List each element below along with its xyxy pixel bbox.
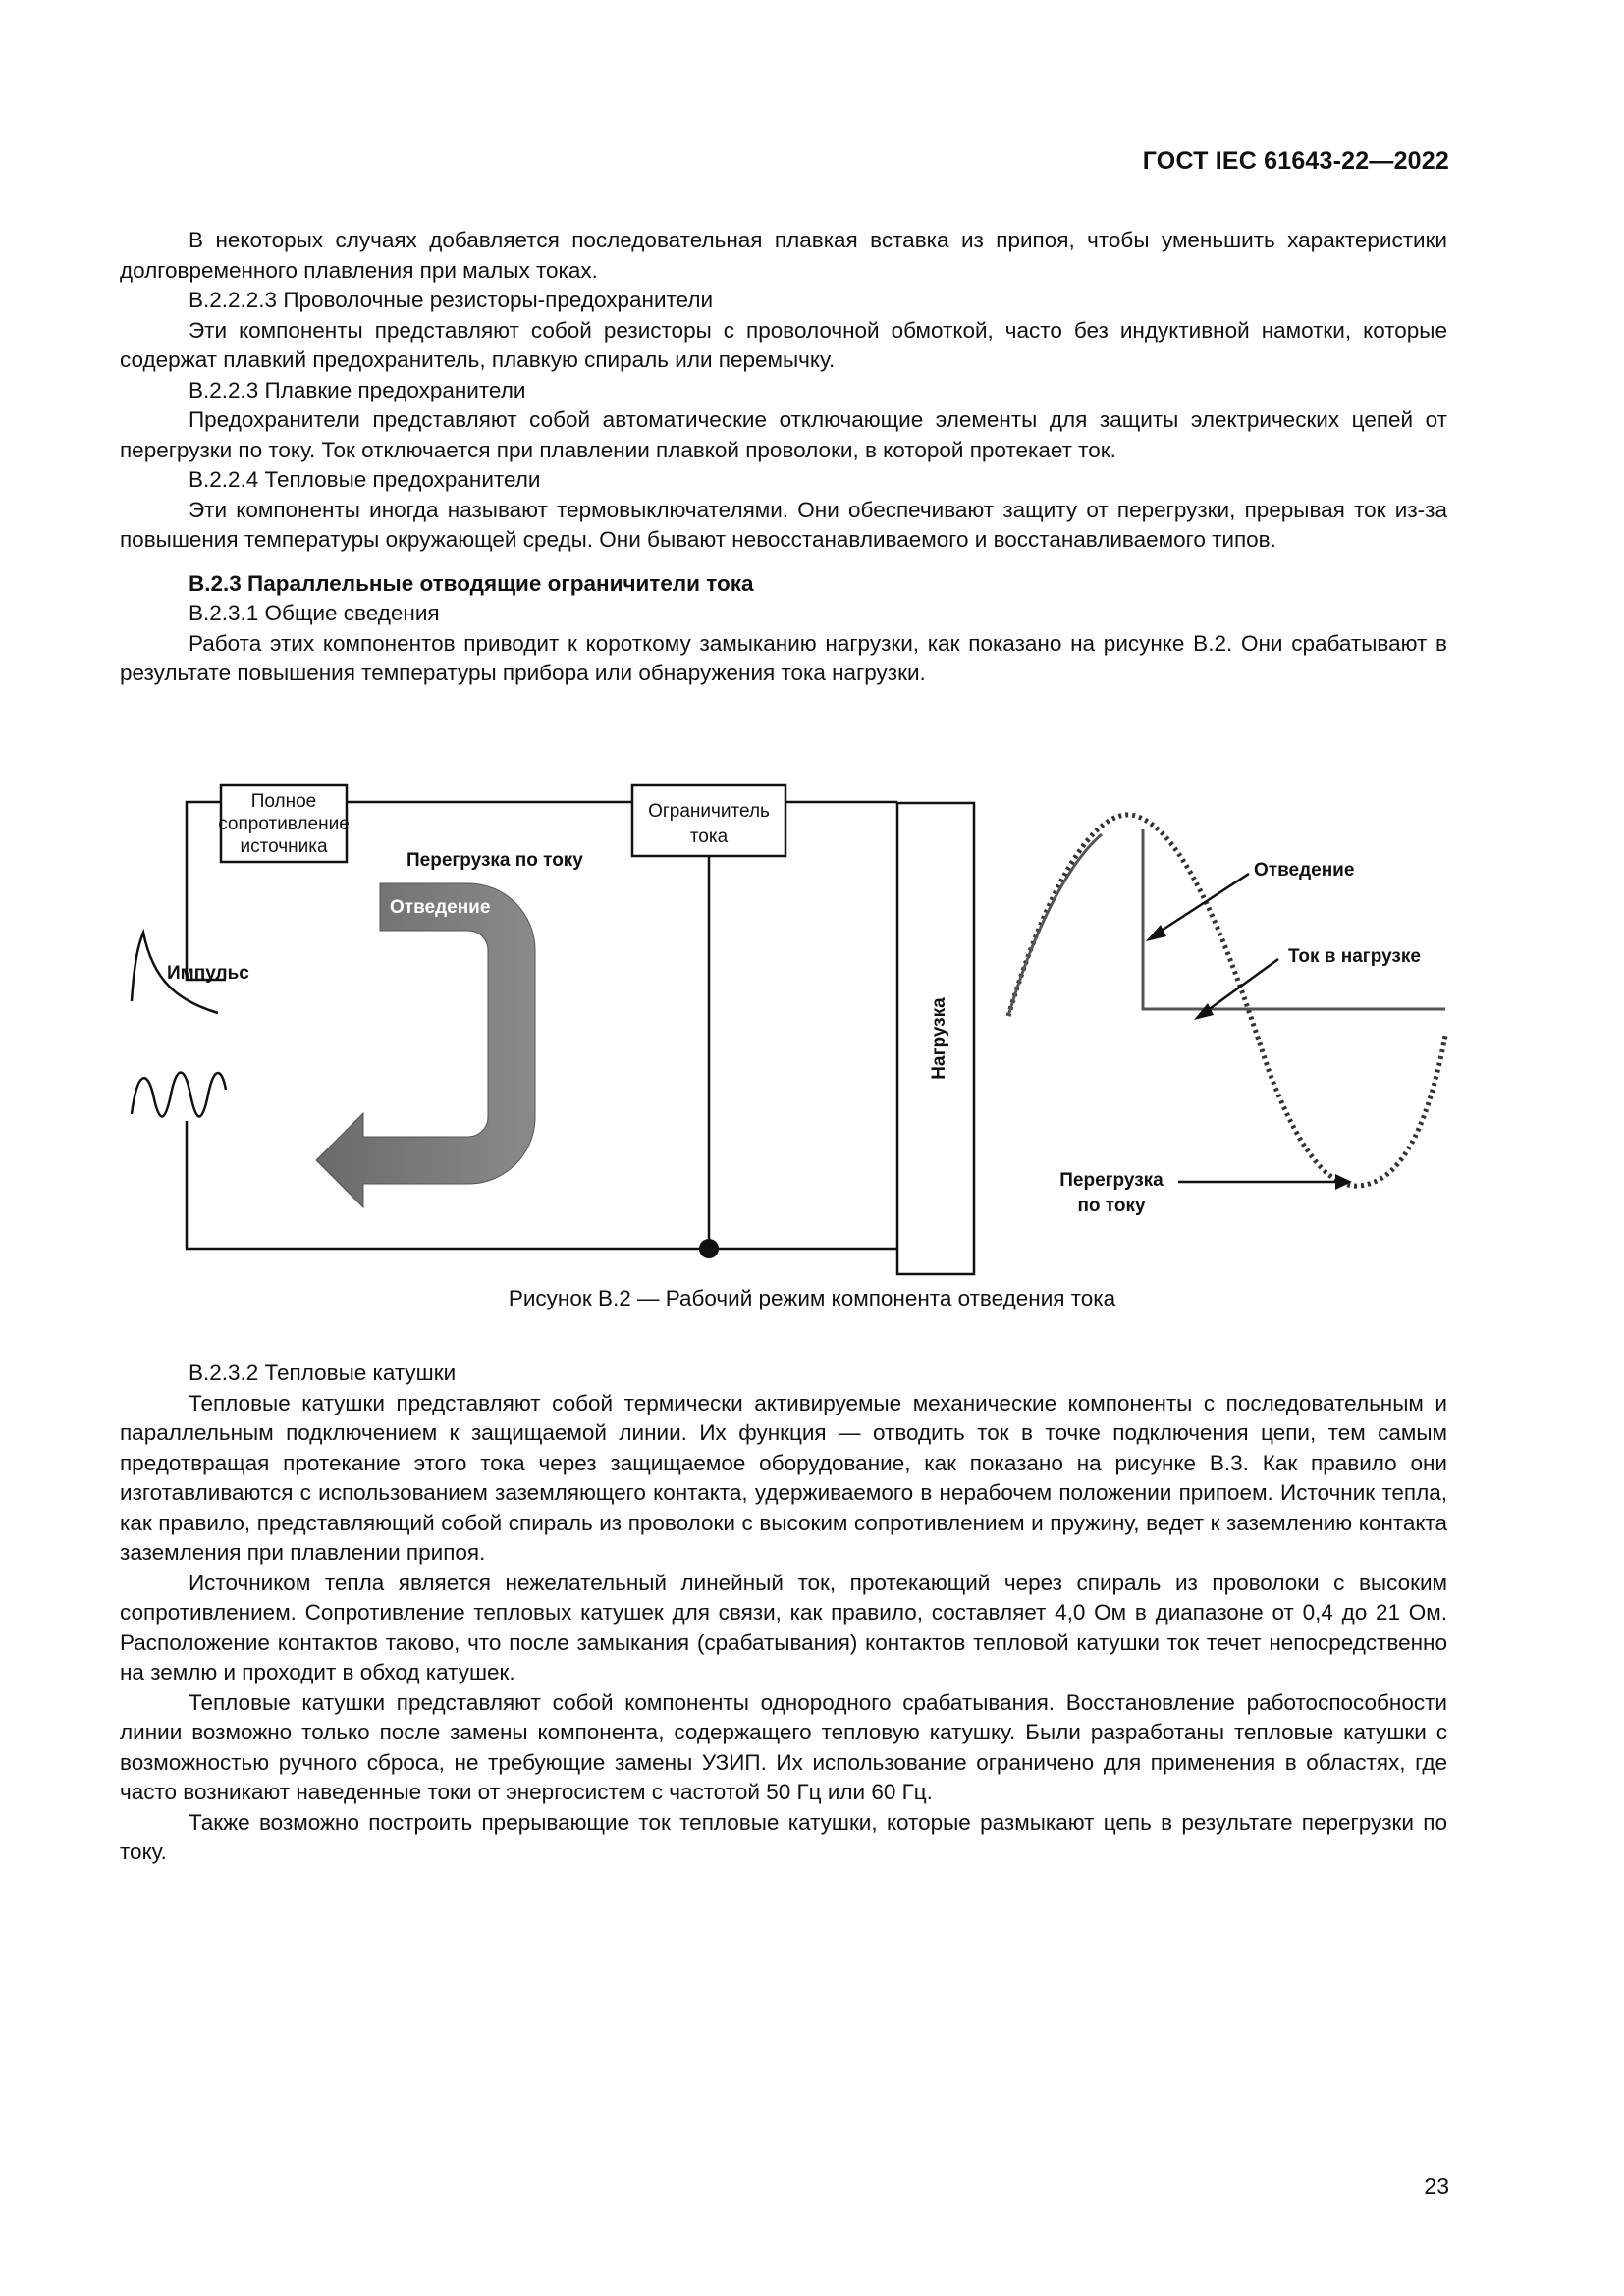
overload-label: по току [1077,1196,1146,1216]
paragraph: Эти компоненты представляют собой резисторы с проволочной обмоткой, часто без индуктивной намотки, которые содержат плавкий предохранитель, плавкую спираль или перемычку. [120,317,1447,372]
paragraph: Тепловые катушки представляют собой компоненты однородного срабатывания. Восстановление работоспособности линии возможно только после замены компонента, содержащего тепловую катушку. Были разработаны тепловые катушки с возможностью ручного сброса, не требующие замены УЗИП. Их использование ограничено для применения в областях, где часто возникают наведенные токи от энергосистем с частотой 50 Гц или 60 Гц. [120,1689,1447,1804]
current-limiter-label: тока [689,827,729,847]
diversion-arrow-label: Отведение [390,897,491,918]
pulse-label: Импульс [167,963,249,984]
diversion-pointer [1151,874,1249,937]
circuit-wire-bottom [187,1121,897,1249]
load-current-pointer [1200,959,1278,1016]
source-impedance-label: Полное [250,791,317,812]
sine-wave-symbol [132,1073,226,1117]
diversion-pointer-head [1146,925,1166,941]
figure-b2 [120,756,1455,1276]
section-heading: В.2.3.1 Общие сведения [189,601,440,625]
source-impedance-label: источника [240,836,328,857]
figure-caption: Рисунок В.2 — Рабочий режим компонента отведения тока [508,1286,1116,1310]
figure-diagram [120,756,1455,1276]
section-heading: В.2.2.2.3 Проволочные резисторы-предохранители [189,288,714,312]
diversion-arrow [316,883,535,1207]
overcurrent-label: Перегрузка по току [406,850,583,871]
paragraph: В некоторых случаях добавляется последовательная плавкая вставка из припоя, чтобы уменьшить характеристики долговременного плавления при малых токах. [120,228,1447,283]
paragraph: Источником тепла является нежелательный линейный ток, протекающий через спираль из проволоки с высоким сопротивлением. Сопротивление тепловых катушек для связи, как правило, составляет 4,0 Ом в диапазоне от 0,4 до 21 Ом. Расположение контактов таково, что после замыкания (срабатывания) контактов тепловой катушки ток течет непосредственно на землю и проходит в обход катушек. [120,1570,1447,1684]
paragraph: Предохранители представляют собой автоматические отключающие элементы для защиты электрических цепей от перегрузки по току. Ток отключается при плавлении плавкой проволоки, в которой протекает ток. [120,407,1447,462]
source-impedance-label: сопротивление [218,814,350,834]
paragraph: Работа этих компонентов приводит к короткому замыканию нагрузки, как показано на рисунке В.2. Они срабатывают в результате повышения температуры прибора или обнаружения тока нагрузки. [120,630,1447,685]
text-block-upper [120,226,1447,689]
current-limiter-label: Ограничитель [648,801,770,822]
section-heading-bold: В.2.3 Параллельные отводящие ограничители тока [189,570,754,596]
waveform-solid-current [1008,834,1102,1016]
section-heading: В.2.2.3 Плавкие предохранители [189,377,526,402]
waveform-dotted-sine [1008,815,1445,1186]
paragraph: Также возможно построить прерывающие ток тепловые катушки, которые размыкают цепь в результате перегрузки по току. [120,1809,1447,1864]
page-number: 23 [1424,2173,1449,2199]
paragraph: Эти компоненты иногда называют термовыключателями. Они обеспечивают защиту от перегрузки, прерывая ток из-за повышения температуры окружающей среды. Они бывают невосстанавливаемого и восстанавливаемого типов. [120,497,1447,552]
document-id-header: ГОСТ IEC 61643-22—2022 [1142,147,1449,175]
diversion-label: Отведение [1254,860,1355,881]
load-current-pointer-head [1194,1003,1214,1020]
section-heading: В.2.2.4 Тепловые предохранители [189,467,541,492]
paragraph: Тепловые катушки представляют собой термически активируемые механические компоненты с последовательным и параллельным подключением к защищаемой линии. Их функция — отводить ток в точке подключения цепи, тем самым предотвращая протекание этого тока через защищаемое оборудование, как показано на рисунке В.3. Как правило они изготавливаются с использованием заземляющего контакта, удерживаемого в нерабочем положении припоем. Источник тепла, как правило, представляющий собой спираль из проволоки с высоким сопротивлением и пружину, ведет к заземлению контакта заземления при плавлении припоя. [120,1390,1447,1565]
junction-dot [699,1239,719,1258]
section-heading: В.2.3.2 Тепловые катушки [189,1361,457,1385]
text-block-lower [120,1359,1447,1868]
overload-label: Перегрузка [1059,1170,1164,1191]
load-current-line [1143,829,1445,1009]
load-current-label: Ток в нагрузке [1288,946,1421,967]
load-label: Нагрузка [929,997,949,1080]
